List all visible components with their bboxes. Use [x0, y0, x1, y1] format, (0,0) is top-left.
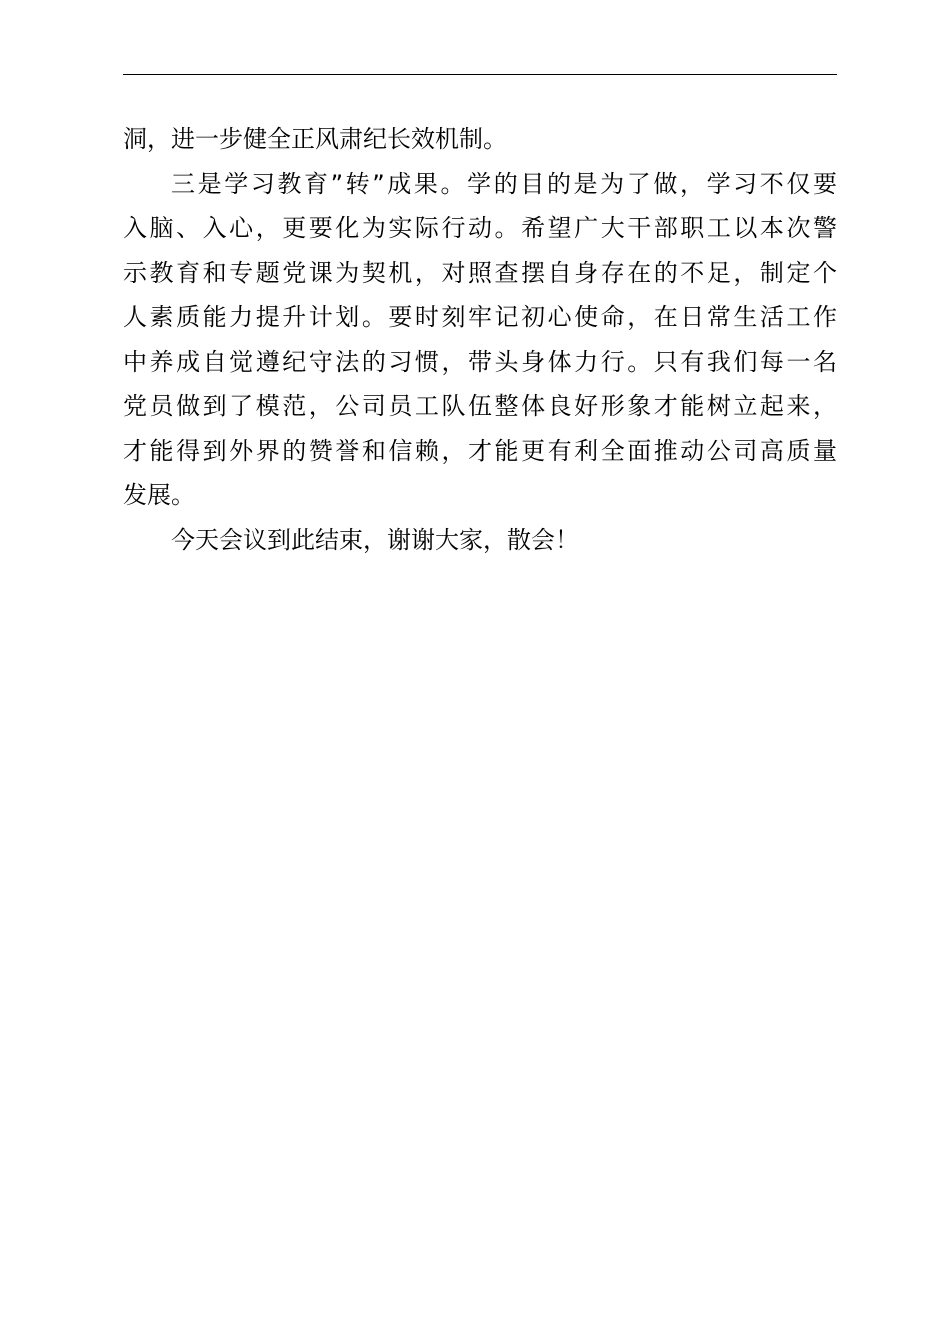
text-line: 才能得到外界的赞誉和信赖，才能更有利全面推动公司高质量 — [123, 436, 837, 465]
closing-line: 今天会议到此结束，谢谢大家，散会！ — [171, 525, 579, 554]
text-line: 中养成自觉遵纪守法的习惯，带头身体力行。只有我们每一名 — [123, 347, 837, 376]
text-line: 洞，进一步健全正风肃纪长效机制。 — [123, 125, 507, 153]
text-line: 三是学习教育”转”成果。学的目的是为了做，学习不仅要 — [171, 169, 837, 198]
text-line: 发展。 — [123, 481, 195, 509]
text-line: 入脑、入心，更要化为实际行动。希望广大干部职工以本次警 — [123, 214, 837, 242]
text-line: 示教育和专题党课为契机，对照查摆自身存在的不足，制定个 — [123, 258, 837, 287]
header-rule — [123, 74, 837, 75]
text-line: 党员做到了模范，公司员工队伍整体良好形象才能树立起来， — [123, 392, 837, 420]
document-body — [123, 117, 837, 562]
text-line: 人素质能力提升计划。要时刻牢记初心使命，在日常生活工作 — [123, 303, 837, 331]
